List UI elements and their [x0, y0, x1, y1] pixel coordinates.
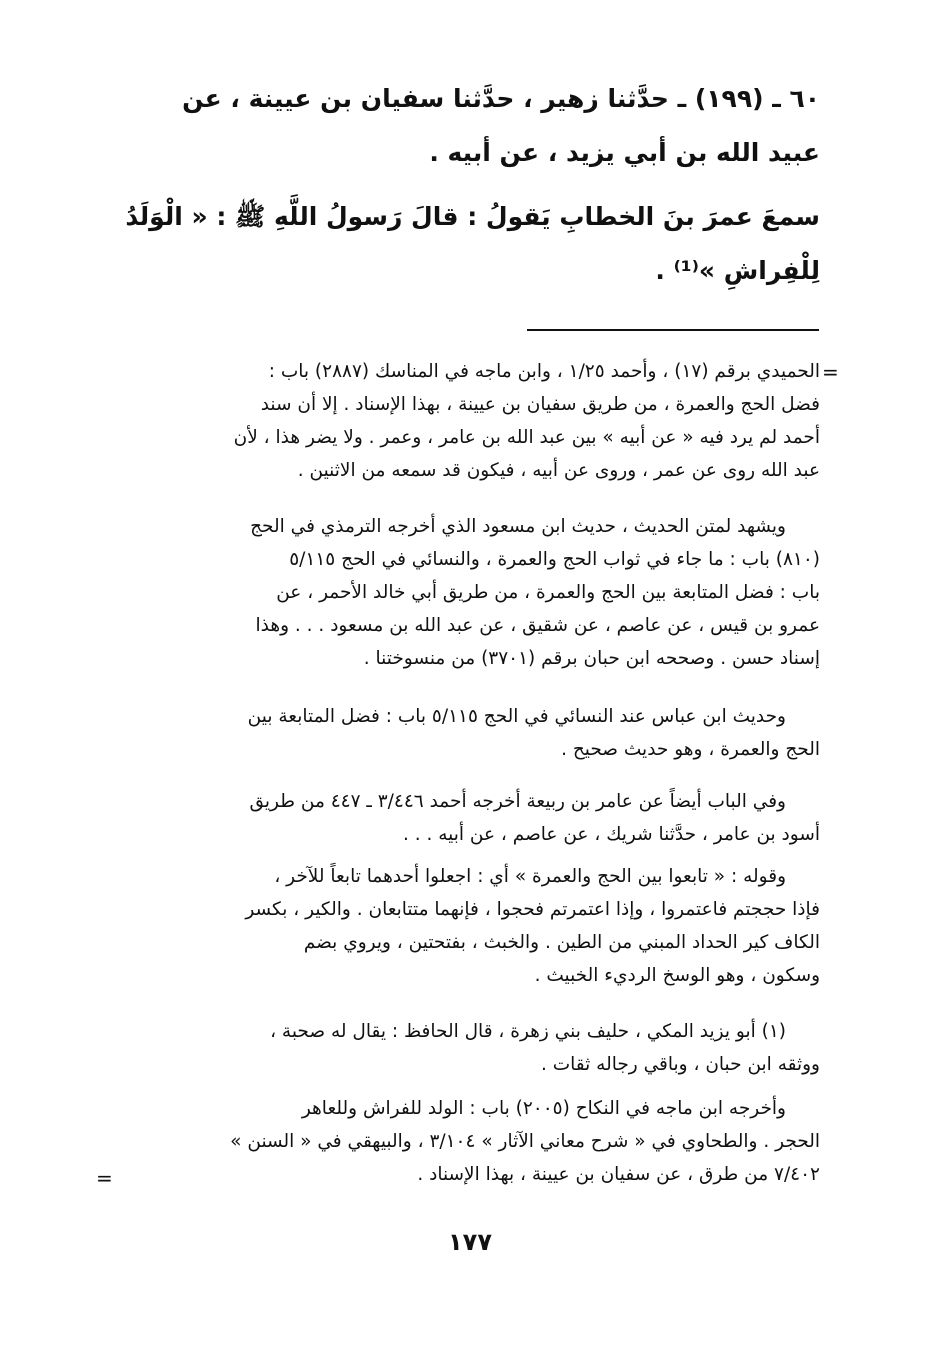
- footnote-line: وأخرجه ابن ماجه في النكاح (٢٠٠٥) باب : الولد للفراش وللعاهر: [301, 1098, 786, 1119]
- footnote-1: [125, 1015, 820, 1081]
- footnote-line: وقوله : « تابعوا بين الحج والعمرة » أي : اجعلوا أحدهما تابعاً للآخر ،: [274, 866, 786, 887]
- footnote-paragraph: [125, 355, 820, 487]
- footnote-line: وفي الباب أيضاً عن عامر بن ربيعة أخرجه أحمد ٣/٤٤٦ ـ ٤٤٧ من طريق: [249, 791, 786, 812]
- footnote-continued-from-mark: =: [822, 360, 839, 384]
- footnote-paragraph: [125, 510, 820, 675]
- footnote-paragraph: [125, 1092, 820, 1191]
- footnote-line: (٨١٠) باب : ما جاء في ثواب الحج والعمرة ، والنسائي في الحج ٥/١١٥: [289, 549, 820, 570]
- footnote-line: وحديث ابن عباس عند النسائي في الحج ٥/١١٥ باب : فضل المتابعة بين: [247, 706, 786, 727]
- hadith-matn: [125, 190, 820, 298]
- footnote-line: ووثقه ابن حبان ، وباقي رجاله ثقات .: [540, 1054, 820, 1075]
- footnote-line: الحميدي برقم (١٧) ، وأحمد ١/٢٥ ، وابن ماجه في المناسك (٢٨٨٧) باب :: [268, 361, 820, 382]
- footnote-line: وسكون ، وهو الوسخ الرديء الخبيث .: [534, 965, 820, 986]
- footnote-line: ٧/٤٠٢ من طرق ، عن سفيان بن عيينة ، بهذا الإسناد .: [417, 1164, 820, 1185]
- footnote-line: الحج والعمرة ، وهو حديث صحيح .: [561, 739, 820, 760]
- hadith-line: ٦٠ ـ (١٩٩) ـ حدَّثنا زهير ، حدَّثنا سفيان بن عيينة ، عن: [182, 84, 820, 113]
- footnote-paragraph: [125, 785, 820, 851]
- footnote-line: عبد الله روى عن عمر ، وروى عن أبيه ، فيكون قد سمعه من الاثنين .: [297, 460, 820, 481]
- matn-line: لِلْفِراشِ »⁽¹⁾ .: [655, 256, 820, 285]
- page-number: ١٧٧: [448, 1228, 492, 1256]
- footnote-line: فإذا حججتم فاعتمروا ، وإذا اعتمرتم فحجوا ، فإنهما متتابعان . والكير ، بكسر: [245, 899, 820, 920]
- footnote-continues-mark: =: [96, 1166, 113, 1190]
- footnote-line: (١) أبو يزيد المكي ، حليف بني زهرة ، قال الحافظ : يقال له صحبة ،: [270, 1021, 786, 1042]
- footnote-divider: [527, 329, 819, 331]
- footnote-line: أحمد لم يرد فيه « عن أبيه » بين عبد الله بن عامر ، وعمر . ولا يضر هذا ، لأن: [233, 427, 820, 448]
- footnote-line: فضل الحج والعمرة ، من طريق سفيان بن عيينة ، بهذا الإسناد . إلا أن سند: [260, 394, 820, 415]
- footnote-line: الحجر . والطحاوي في « شرح معاني الآثار » ٣/١٠٤ ، والبيهقي في « السنن »: [230, 1131, 820, 1152]
- footnote-line: الكاف كير الحداد المبني من الطين . والخبث ، بفتحتين ، ويروي بضم: [303, 932, 820, 953]
- hadith-isnad: [125, 72, 820, 180]
- matn-line: سمعَ عمرَ بنَ الخطابِ يَقولُ : قالَ رَسولُ اللَّهِ ﷺ : « الْوَلَدُ: [125, 202, 820, 231]
- footnote-line: أسود بن عامر ، حدَّثنا شريك ، عن عاصم ، عن أبيه . . .: [402, 824, 820, 845]
- hadith-line: عبيد الله بن أبي يزيد ، عن أبيه .: [429, 138, 820, 167]
- footnote-line: باب : فضل المتابعة بين الحج والعمرة ، من طريق أبي خالد الأحمر ، عن: [276, 582, 820, 603]
- footnote-line: ويشهد لمتن الحديث ، حديث ابن مسعود الذي أخرجه الترمذي في الحج: [250, 516, 786, 537]
- footnote-paragraph: [125, 860, 820, 992]
- footnote-paragraph: [125, 700, 820, 766]
- footnote-line: إسناد حسن . وصححه ابن حبان برقم (٣٧٠١) من منسوختنا .: [363, 648, 820, 669]
- footnote-line: عمرو بن قيس ، عن عاصم ، عن شقيق ، عن عبد الله بن مسعود . . . وهذا: [255, 615, 820, 636]
